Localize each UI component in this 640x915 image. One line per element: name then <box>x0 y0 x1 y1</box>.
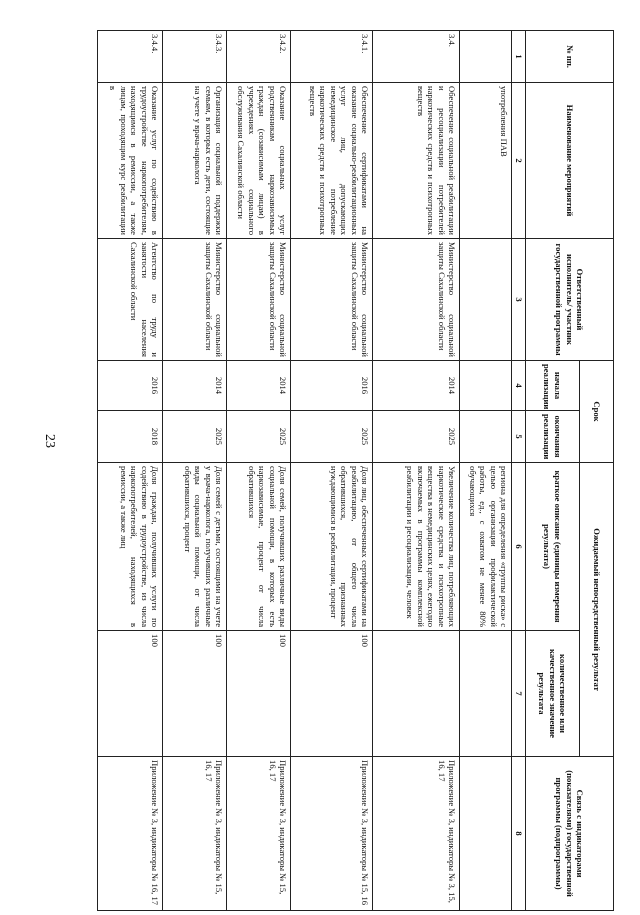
row-value: 100 <box>163 631 227 757</box>
row-name: Организация социальной поддержки семьям, в которых есть дети, состоящие на учете у врача-нарколога <box>163 83 227 239</box>
row-name: Обеспечение сертификатами на оказание социально-реабилитационных услуг лиц, допускающих немедицинское потребление наркотических средств и психотропных веществ <box>291 83 373 239</box>
header-term-end: окончания реализации <box>526 411 580 463</box>
row-link: Приложение № 3, индикаторы № 16, 17 <box>98 757 163 911</box>
header-link: Связь с индикаторами (показателями) государственной программы (подпрограммы) <box>526 757 614 911</box>
header-term: Срок <box>580 361 614 463</box>
table-row <box>460 31 512 911</box>
table-row <box>163 31 227 911</box>
row-link: Приложение № 3, индикаторы № 15, 16, 17 <box>227 757 291 911</box>
column-index: 3 <box>512 239 526 361</box>
row-num: 3.4.2. <box>227 31 291 83</box>
row-start <box>460 361 512 411</box>
row-end: 2025 <box>373 411 460 463</box>
row-name: Оказание социальных услуг родственникам наркозависимых граждан (созависимым лицам) в учреждениях социального обслуживания Сахалинской области <box>227 83 291 239</box>
row-value: 100 <box>291 631 373 757</box>
header-responsible: Ответственный исполнитель/ участник государственной программы <box>526 239 614 361</box>
header-name: Наименование мероприятий <box>526 83 614 239</box>
column-index: 7 <box>512 631 526 757</box>
row-num: 3.4.1. <box>291 31 373 83</box>
row-desc: Доля семей, получивших различные виды социальной помощи, в которых есть наркозависимые, процент от числа обратившихся <box>227 463 291 631</box>
row-responsible: Министерство социальной защиты Сахалинской области <box>227 239 291 361</box>
row-desc: Доля семей с детьми, состоящими на учете у врача-нарколога, получивших различные виды социальной помощи, от числа обратившихся, процент <box>163 463 227 631</box>
row-value: 100 <box>227 631 291 757</box>
row-end: 2025 <box>227 411 291 463</box>
table-row <box>291 31 373 911</box>
header-result-value: количественное или качественное значение результата <box>526 631 580 757</box>
column-index: 1 <box>512 31 526 83</box>
row-name: Обеспечение социальной реабилитации и ресоциализации потребителей наркотических средств и психотропных веществ <box>373 83 460 239</box>
row-responsible <box>460 239 512 361</box>
column-index: 4 <box>512 361 526 411</box>
row-start: 2014 <box>163 361 227 411</box>
row-start: 2016 <box>291 361 373 411</box>
header-term-start: начала реализации <box>526 361 580 411</box>
row-link <box>460 757 512 911</box>
column-index: 8 <box>512 757 526 911</box>
row-link: Приложение № 3, индикаторы № 15, 16 <box>291 757 373 911</box>
header-result-desc: краткое описание (единицы измерения результата) <box>526 463 580 631</box>
row-link: Приложение № 3, индикаторы № 3, 15, 16, 17 <box>373 757 460 911</box>
row-desc: Доля лиц, обеспеченных сертификатами на реабилитацию, от общего числа обратившихся, признанных нуждающимися в реабилитации, процент <box>291 463 373 631</box>
page-number: 23 <box>42 434 57 448</box>
row-value <box>460 631 512 757</box>
column-index: 2 <box>512 83 526 239</box>
header-result: Ожидаемый непосредственный результат <box>580 463 614 757</box>
row-start: 2014 <box>227 361 291 411</box>
row-num <box>460 31 512 83</box>
row-responsible: Министерство социальной защиты Сахалинской области <box>373 239 460 361</box>
row-name: употребления ПАВ <box>460 83 512 239</box>
row-end: 2018 <box>98 411 163 463</box>
row-num: 3.4.4. <box>98 31 163 83</box>
table-row <box>98 31 163 911</box>
row-num: 3.4.3. <box>163 31 227 83</box>
program-activities-table <box>98 30 615 911</box>
row-desc: региона для определения «группы риска» с целью организации профилактической работы, ед., с охватом не менее 80% обучающихся <box>460 463 512 631</box>
row-value: 100 <box>98 631 163 757</box>
row-link: Приложение № 3, индикаторы № 15, 16, 17 <box>163 757 227 911</box>
table-row <box>373 31 460 911</box>
row-end <box>460 411 512 463</box>
rotated-table-container <box>98 30 614 910</box>
row-end: 2025 <box>291 411 373 463</box>
row-end: 2025 <box>163 411 227 463</box>
row-responsible: Министерство социальной защиты Сахалинской области <box>291 239 373 361</box>
header-num: № пп. <box>526 31 614 83</box>
column-index: 6 <box>512 463 526 631</box>
row-responsible: Министерство социальной защиты Сахалинской области <box>163 239 227 361</box>
row-responsible: Агентство по труду и занятости населения Сахалинской области <box>98 239 163 361</box>
row-desc: Увеличение количества лиц, потребляющих наркотические средства и психотропные вещества в немедицинских целях, ежегодно включаемых в программы комплексной реабилитации и ресоциализации, человек <box>373 463 460 631</box>
row-start: 2014 <box>373 361 460 411</box>
row-value <box>373 631 460 757</box>
table-row <box>227 31 291 911</box>
row-name: Оказание услуг по содействию в трудоустройстве наркопотребителям, находящимся в ремиссии, а также лицам, проходящим курс реабилитации в <box>98 83 163 239</box>
row-desc: Доля граждан, получивших услуги по содействию в трудоустройстве, из числа наркопотребителей, находящихся в ремиссии, а также лиц <box>98 463 163 631</box>
column-index-row <box>512 31 526 911</box>
row-num: 3.4. <box>373 31 460 83</box>
row-start: 2016 <box>98 361 163 411</box>
column-index: 5 <box>512 411 526 463</box>
